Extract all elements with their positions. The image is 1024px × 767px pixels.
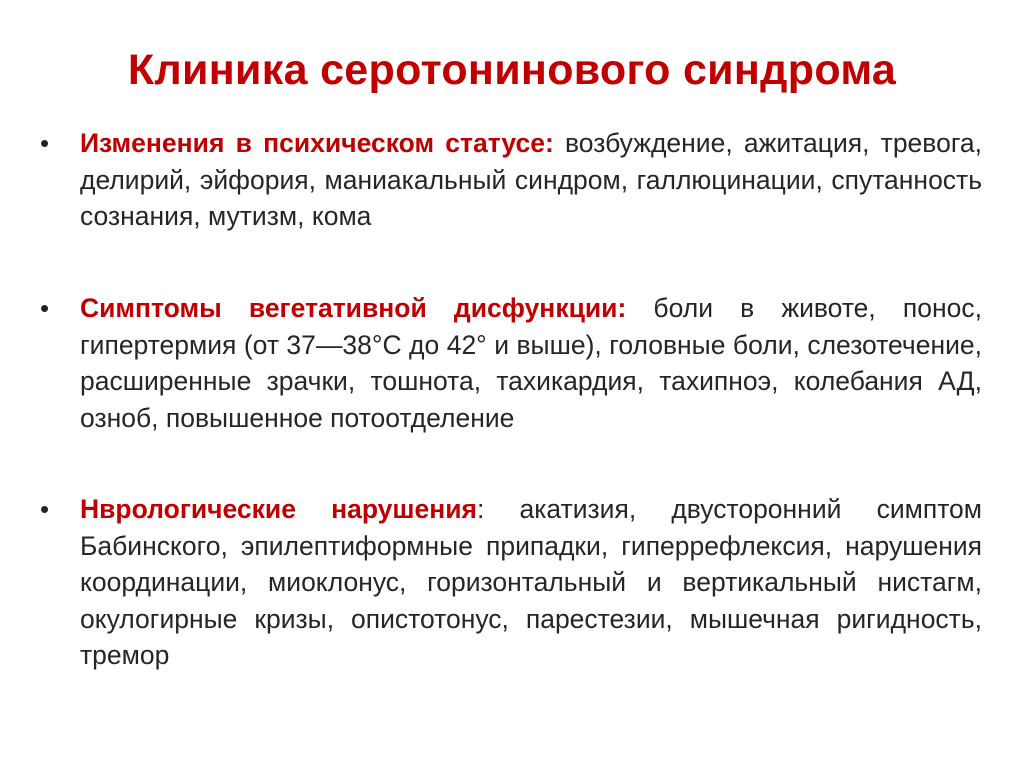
bullet-item-neurological-disorders	[40, 491, 982, 674]
bullet-body: боли в животе, понос, гипертермия (от 37—38°С до 42° и выше), головные боли, слезотечение, расширенные зрачки, тошнота, тахикардия, тахипноэ, колебания АД, озноб, повышенное потоотделение	[80, 293, 982, 433]
bullet-dot-icon: •	[40, 494, 50, 524]
bullet-heading: Нврологические нарушения	[80, 494, 477, 524]
bullet-text	[80, 125, 982, 235]
bullet-body: : акатизия, двусторонний симптом Бабинского, эпилептиформные припадки, гиперрефлексия, нарушения координации, миоклонус, горизонтальный и вертикальный нистагм, окулогирные кризы, опистотонус, парестезии, мышечная ригидность, тремор	[80, 494, 982, 670]
slide-title: Клиника серотонинового синдрома	[127, 46, 897, 94]
bullet-text	[80, 491, 982, 674]
bullet-item-autonomic-dysfunction	[40, 290, 982, 436]
bullet-text	[80, 290, 982, 436]
bullet-dot-icon: •	[40, 128, 50, 158]
bullet-heading: Изменения в психическом статусе:	[80, 128, 554, 158]
bullet-item-mental-status	[40, 125, 982, 235]
bullet-dot-icon: •	[40, 293, 50, 323]
bullet-body: возбуждение, ажитация, тревога, делирий, эйфория, маниакальный синдром, галлюцинации, спутанность сознания, мутизм, кома	[80, 128, 982, 231]
bullet-heading: Симптомы вегетативной дисфункции:	[80, 293, 627, 323]
